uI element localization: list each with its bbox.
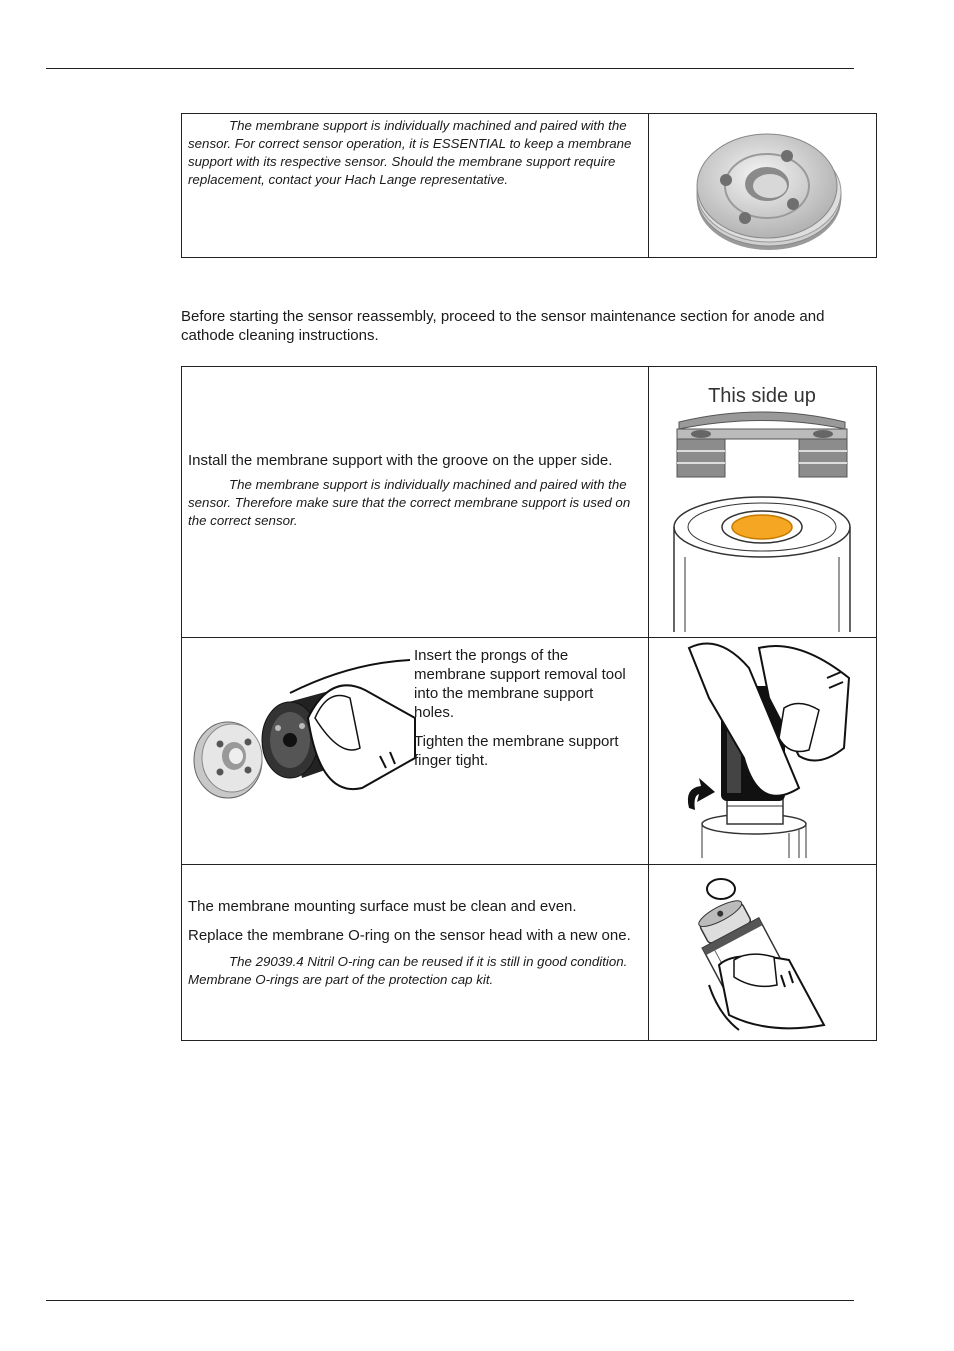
header-rule [46,68,854,69]
step-3-instruction-1: The membrane mounting surface must be clean and even. [188,898,577,915]
step-2-instruction-1: Insert the prongs of the membrane support removal tool into the membrane support holes. [414,647,626,721]
steps-table [181,366,877,1041]
step-row-1 [182,367,877,638]
step-2-image-cell [649,638,877,865]
this-side-up-image [649,367,875,637]
intro-paragraph: Before starting the sensor reassembly, proceed to the sensor maintenance section for anode and cathode cleaning instructions. [181,308,825,344]
o-ring-replacement-image [649,865,875,1040]
step-3-note: The 29039.4 Nitril O-ring can be reused if it is still in good condition. Membrane O-rings are part of the protection cap kit. [188,954,628,987]
tighten-finger-image [649,638,875,864]
step-1-instruction: Install the membrane support with the groove on the upper side. [188,452,613,469]
note-cell [182,114,649,258]
step-2-instruction-2: Tighten the membrane support finger tight. [414,733,619,769]
step-2-text-block [414,646,628,770]
removal-tool-image [190,648,416,818]
note-table [181,113,877,258]
step-3-text-cell [182,865,649,1041]
step-3-image-cell [649,865,877,1041]
this-side-up-label: This side up [708,385,816,407]
step-3-instruction-2: Replace the membrane O-ring on the sensor head with a new one. [188,927,631,944]
note-top-text: The membrane support is individually machined and paired with the sensor. For correct sensor operation, it is ESSENTIAL to keep a membrane support with its respective sensor. Should the membrane support require replacement, contact your Hach Lange representative. [188,118,632,187]
step-row-2 [182,638,877,865]
footer-rule [46,1300,854,1301]
step-row-3 [182,865,877,1041]
step-1-image-cell [649,367,877,638]
step-2-text-cell [182,638,649,865]
membrane-support-disc-image [649,114,875,257]
step-1-note: The membrane support is individually machined and paired with the sensor. Therefore make sure that the correct membrane support is used on the correct sensor. [188,477,631,528]
membrane-support-image-cell [649,114,877,258]
step-1-text-cell [182,367,649,638]
